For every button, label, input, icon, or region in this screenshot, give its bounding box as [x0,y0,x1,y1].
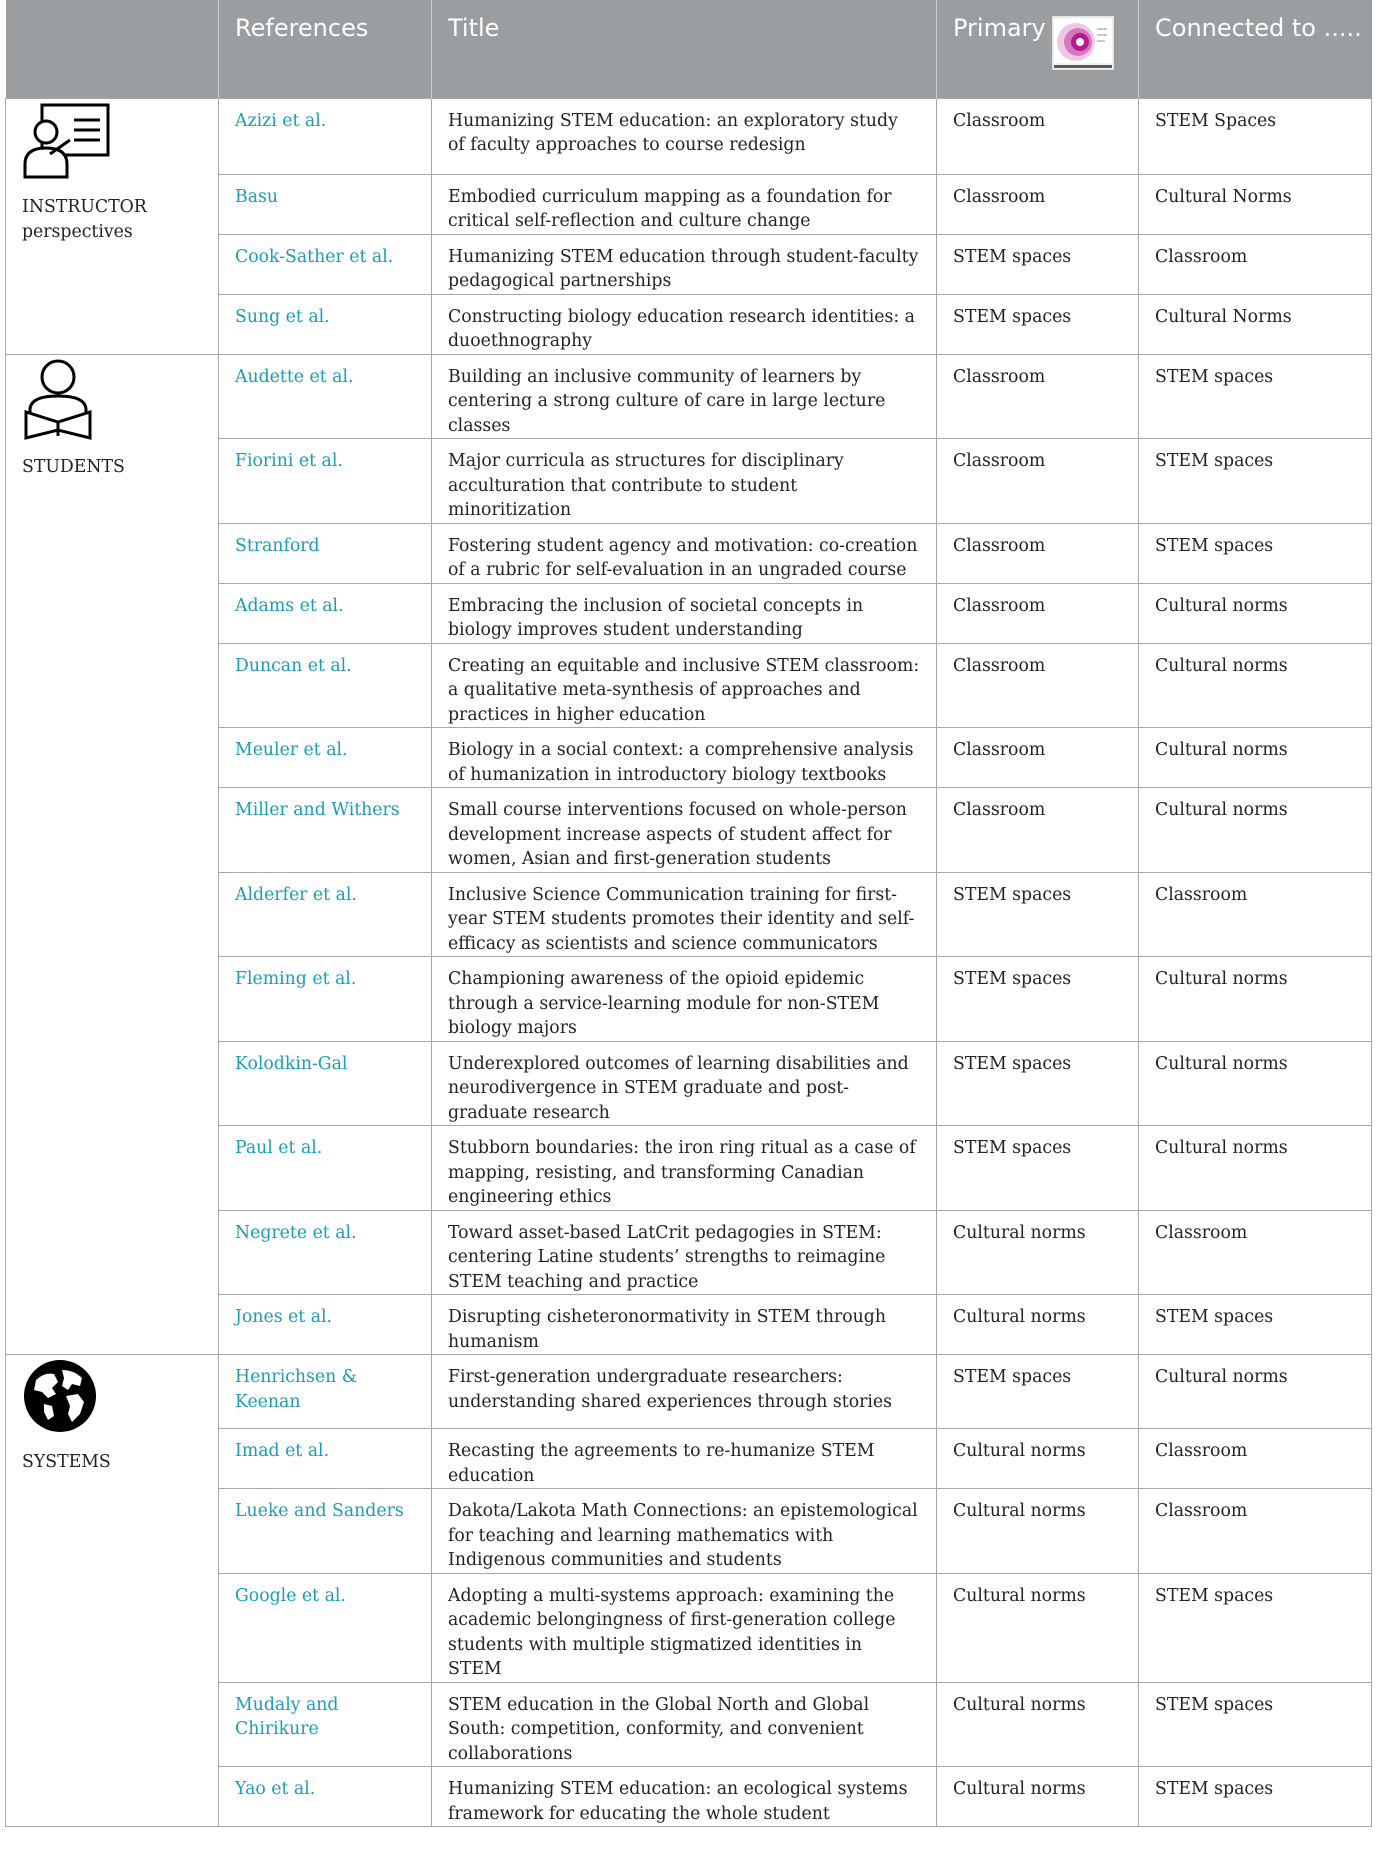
reference-link[interactable]: Fiorini et al. [219,439,432,524]
connected-cell: STEM spaces [1139,354,1372,439]
connected-cell: Classroom [1139,234,1372,294]
table-body [6,98,1372,1827]
primary-cell: Cultural norms [937,1210,1139,1295]
primary-cell: Classroom [937,174,1139,234]
title-cell: Dakota/Lakota Math Connections: an epistemological for teaching and learning mathematics with Indigenous communities and students [432,1489,937,1574]
title-cell: Embracing the inclusion of societal concepts in biology improves student understanding [432,583,937,643]
primary-cell: STEM spaces [937,957,1139,1042]
reference-link[interactable]: Basu [219,174,432,234]
title-cell: Constructing biology education research identities: a duoethnography [432,294,937,354]
table-row [6,354,1372,439]
title-cell: Championing awareness of the opioid epidemic through a service-learning module for non-STEM biology majors [432,957,937,1042]
title-cell: First-generation undergraduate researchers: understanding shared experiences through stories [432,1355,937,1429]
title-cell: Adopting a multi-systems approach: examining the academic belongingness of first-generation college students with multiple stigmatized identities in STEM [432,1573,937,1682]
title-cell: STEM education in the Global North and Global South: competition, conformity, and convenient collaborations [432,1682,937,1767]
category-label [22,1450,208,1475]
globe-icon [22,1358,208,1442]
instructor-presentation-icon [22,102,208,188]
reference-link[interactable]: Lueke and Sanders [219,1489,432,1574]
header-primary [937,0,1139,98]
title-cell: Inclusive Science Communication training for first-year STEM students promotes their identity and self-efficacy as scientists and science communicators [432,872,937,957]
header-title: Title [432,0,937,98]
connected-cell: Classroom [1139,1489,1372,1574]
primary-cell: Classroom [937,643,1139,728]
title-cell: Building an inclusive community of learners by centering a strong culture of care in large lecture classes [432,354,937,439]
connected-cell: Cultural norms [1139,957,1372,1042]
reference-link[interactable]: Cook-Sather et al. [219,234,432,294]
category-label-line1: SYSTEMS [22,1451,111,1472]
connected-cell: Cultural norms [1139,728,1372,788]
connected-cell: Classroom [1139,872,1372,957]
category-label-line1: STUDENTS [22,457,125,477]
connected-cell: STEM spaces [1139,1682,1372,1767]
reference-link[interactable]: Yao et al. [219,1767,432,1827]
reference-link[interactable]: Kolodkin-Gal [219,1041,432,1126]
title-cell: Humanizing STEM education through student-faculty pedagogical partnerships [432,234,937,294]
reference-link[interactable]: Stranford [219,523,432,583]
header-connected: Connected to ..... [1155,14,1362,42]
header-references: References [219,0,432,98]
reference-link[interactable]: Alderfer et al. [219,872,432,957]
title-cell: Embodied curriculum mapping as a foundation for critical self-reflection and culture change [432,174,937,234]
connected-cell: Cultural Norms [1139,294,1372,354]
primary-cell: STEM spaces [937,1041,1139,1126]
primary-cell: STEM spaces [937,1355,1139,1429]
title-cell: Disrupting cisheteronormativity in STEM through humanism [432,1295,937,1355]
title-cell: Toward asset-based LatCrit pedagogies in STEM: centering Latine students’ strengths to reimagine STEM teaching and practice [432,1210,937,1295]
title-cell: Fostering student agency and motivation: co-creation of a rubric for self-evaluation in an ungraded course [432,523,937,583]
primary-cell: STEM spaces [937,872,1139,957]
reference-link[interactable]: Fleming et al. [219,957,432,1042]
connected-cell: STEM spaces [1139,439,1372,524]
reference-link[interactable]: Jones et al. [219,1295,432,1355]
connected-cell: Classroom [1139,1429,1372,1489]
connected-cell: Cultural norms [1139,1041,1372,1126]
connected-cell: Cultural norms [1139,643,1372,728]
title-cell: Recasting the agreements to re-humanize STEM education [432,1429,937,1489]
primary-cell: STEM spaces [937,234,1139,294]
category-label-line1: INSTRUCTOR [22,197,147,217]
table-row [6,1355,1372,1429]
header-primary-label: Primary [953,14,1046,42]
primary-cell: Classroom [937,523,1139,583]
primary-cell: Cultural norms [937,1573,1139,1682]
reference-link[interactable]: Google et al. [219,1573,432,1682]
reference-link[interactable]: Meuler et al. [219,728,432,788]
reference-link[interactable]: Miller and Withers [219,788,432,873]
connected-cell: Cultural norms [1139,788,1372,873]
primary-cell: Classroom [937,354,1139,439]
reference-link[interactable]: Henrichsen & Keenan [219,1355,432,1429]
table-row [6,98,1372,174]
reference-link[interactable]: Sung et al. [219,294,432,354]
header-category [6,0,219,98]
connected-cell: Cultural norms [1139,583,1372,643]
primary-cell: Cultural norms [937,1767,1139,1827]
reference-link[interactable]: Imad et al. [219,1429,432,1489]
connected-cell: STEM spaces [1139,1767,1372,1827]
primary-cell: STEM spaces [937,294,1139,354]
primary-cell: Classroom [937,439,1139,524]
connected-cell: STEM spaces [1139,1295,1372,1355]
reference-link[interactable]: Azizi et al. [219,98,432,174]
title-cell: Humanizing STEM education: an ecological systems framework for educating the whole student [432,1767,937,1827]
connected-cell: Cultural norms [1139,1126,1372,1211]
primary-cell: Cultural norms [937,1489,1139,1574]
connected-cell: STEM spaces [1139,1573,1372,1682]
reference-link[interactable]: Paul et al. [219,1126,432,1211]
framework-diagram-thumbnail-icon [1052,16,1114,70]
reference-link[interactable]: Duncan et al. [219,643,432,728]
references-table [5,0,1372,1827]
primary-cell: Cultural norms [937,1682,1139,1767]
title-cell: Major curricula as structures for disciplinary acculturation that contribute to student minoritization [432,439,937,524]
student-reading-icon [22,358,208,448]
connected-cell: Classroom [1139,1210,1372,1295]
title-cell: Humanizing STEM education: an exploratory study of faculty approaches to course redesign [432,98,937,174]
primary-cell: Classroom [937,728,1139,788]
title-cell: Creating an equitable and inclusive STEM classroom: a qualitative meta-synthesis of approaches and practices in higher education [432,643,937,728]
category-label [22,455,208,480]
primary-cell: Cultural norms [937,1295,1139,1355]
title-cell: Small course interventions focused on whole-person development increase aspects of student affect for women, Asian and first-generation students [432,788,937,873]
category-cell [6,1355,219,1827]
title-cell: Stubborn boundaries: the iron ring ritual as a case of mapping, resisting, and transforming Canadian engineering ethics [432,1126,937,1211]
header-row [6,0,1372,98]
connected-cell: Cultural Norms [1139,174,1372,234]
category-label [22,195,208,244]
category-label-line2: perspectives [22,221,133,242]
category-cell [6,354,219,1355]
primary-cell: STEM spaces [937,1126,1139,1211]
category-cell [6,98,219,354]
reference-link[interactable]: Mudaly and Chirikure [219,1682,432,1767]
connected-cell: STEM spaces [1139,523,1372,583]
primary-cell: Classroom [937,98,1139,174]
connected-cell: Cultural norms [1139,1355,1372,1429]
reference-link[interactable]: Adams et al. [219,583,432,643]
primary-cell: Classroom [937,583,1139,643]
connected-cell: STEM Spaces [1139,98,1372,174]
title-cell: Biology in a social context: a comprehensive analysis of humanization in introductory biology textbooks [432,728,937,788]
reference-link[interactable]: Negrete et al. [219,1210,432,1295]
primary-cell: Classroom [937,788,1139,873]
primary-cell: Cultural norms [937,1429,1139,1489]
reference-link[interactable]: Audette et al. [219,354,432,439]
title-cell: Underexplored outcomes of learning disabilities and neurodivergence in STEM graduate and post-graduate research [432,1041,937,1126]
